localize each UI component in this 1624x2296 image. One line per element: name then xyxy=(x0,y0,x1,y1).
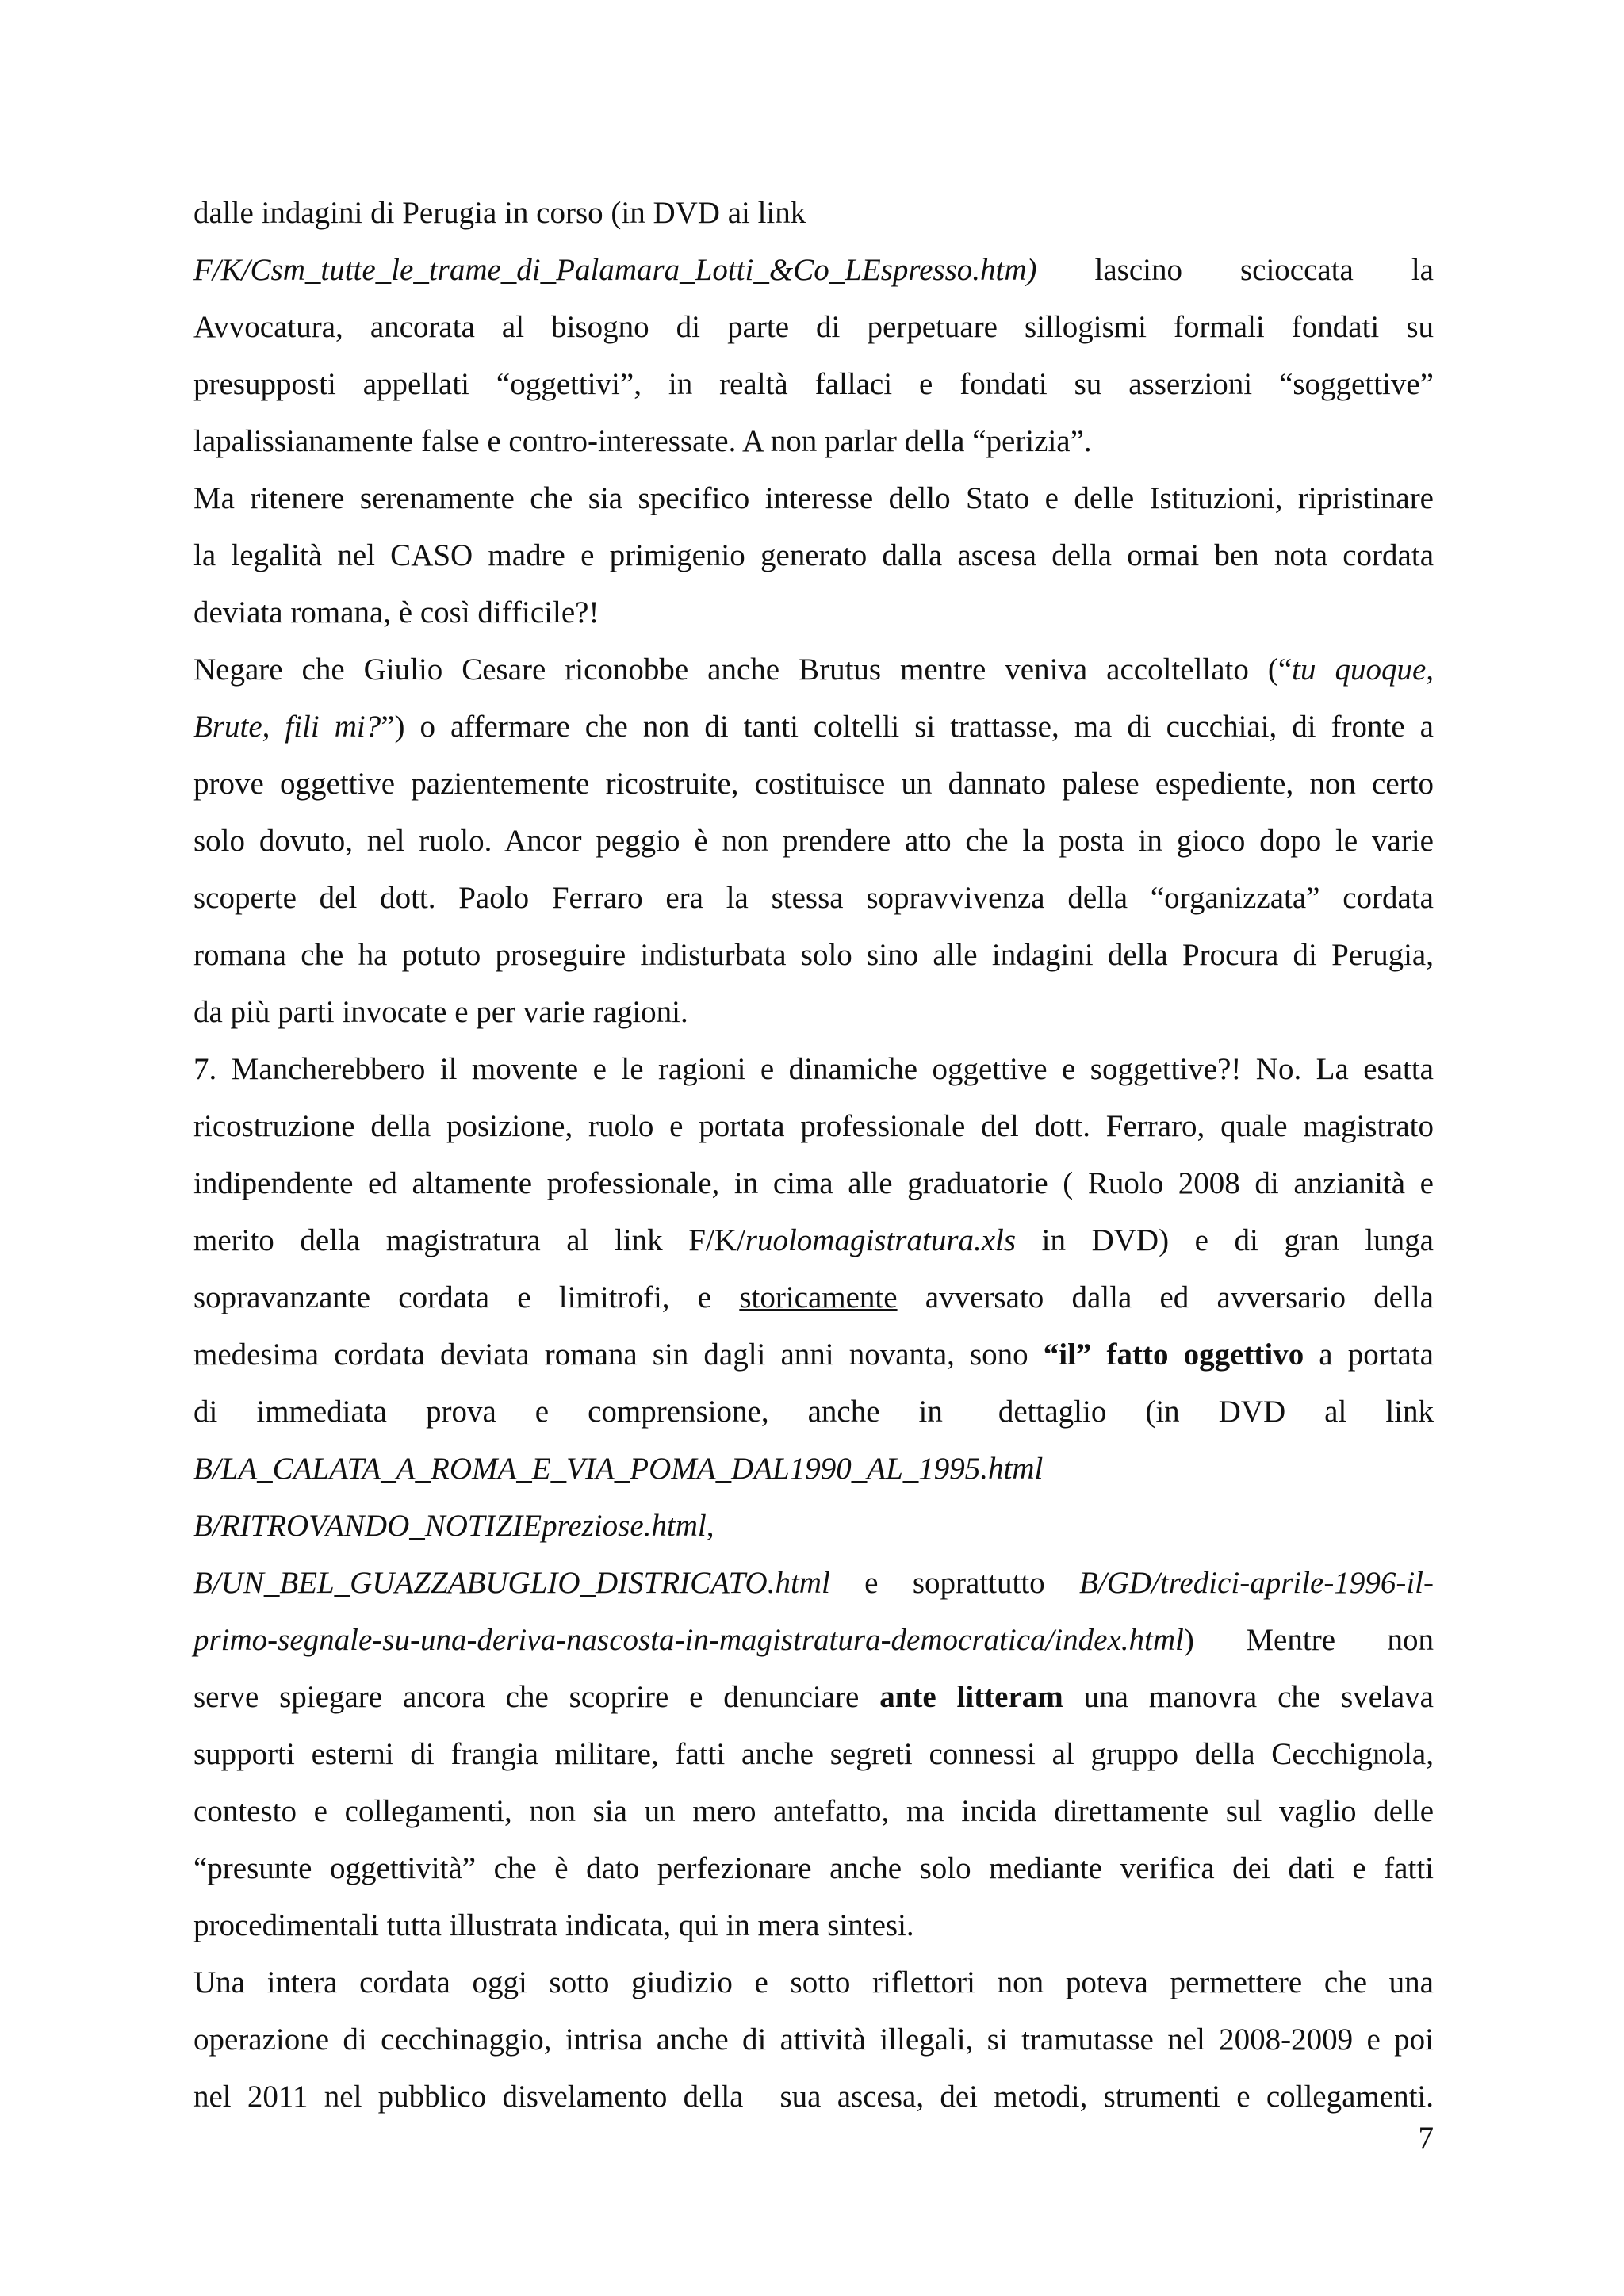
text-line: deviata romana, è così difficile?! xyxy=(193,595,599,629)
text-line: indipendente ed altamente professionale, in cima alle graduatorie ( Ruolo 2008 di anzianità e xyxy=(193,1166,1434,1200)
link-path: F/K/Csm_tutte_le_trame_di_Palamara_Lotti_&Co_LEspresso.htm) xyxy=(193,253,1037,287)
text-line: nel 2011 nel pubblico disvelamento della sua ascesa, dei metodi, strumenti e collegamenti. xyxy=(193,2080,1434,2114)
text-line: romana che ha potuto proseguire indisturbata solo sino alle indagini della Procura di Perugia, xyxy=(193,938,1434,972)
link-path: B/UN_BEL_GUAZZABUGLIO_DISTRICATO.html xyxy=(193,1566,830,1600)
text-line: solo dovuto, nel ruolo. Ancor peggio è non prendere atto che la posta in gioco dopo le varie xyxy=(193,824,1434,858)
bold-phrase: ante litteram xyxy=(879,1680,1063,1714)
text-line: Brute, fili mi?”) o affermare che non di tanti coltelli si trattasse, ma di cucchiai, di fronte a xyxy=(193,710,1434,744)
text-line: dalle indagini di Perugia in corso (in DVD ai link xyxy=(193,196,806,230)
text-line: presupposti appellati “oggettivi”, in realtà fallaci e fondati su asserzioni “soggettive” xyxy=(193,367,1434,401)
text-line: B/UN_BEL_GUAZZABUGLIO_DISTRICATO.html e soprattutto B/GD/tredici-aprile-1996-il- xyxy=(193,1566,1434,1600)
text-line: Negare che Giulio Cesare riconobbe anche Brutus mentre veniva accoltellato (“tu quoque, xyxy=(193,652,1434,687)
link-path: B/GD/tredici-aprile-1996-il- xyxy=(1079,1566,1434,1600)
text-line: contesto e collegamenti, non sia un mero antefatto, ma incida direttamente sul vaglio delle xyxy=(193,1794,1434,1828)
text-line: Avvocatura, ancorata al bisogno di parte di perpetuare sillogismi formali fondati su xyxy=(193,310,1434,344)
text-line: B/RITROVANDO_NOTIZIEpreziose.html, xyxy=(193,1509,714,1543)
text-line: da più parti invocate e per varie ragioni. xyxy=(193,995,688,1029)
text-line: la legalità nel CASO madre e primigenio generato dalla ascesa della ormai ben nota cordata xyxy=(193,538,1434,572)
text-line: Una intera cordata oggi sotto giudizio e sotto riflettori non poteva permettere che una xyxy=(193,1965,1434,1999)
text-line xyxy=(193,1450,1434,1490)
text-line: scoperte del dott. Paolo Ferraro era la stessa sopravvivenza della “organizzata” cordata xyxy=(193,881,1434,915)
text-line: supporti esterni di frangia militare, fatti anche segreti connessi al gruppo della Cecchignola, xyxy=(193,1737,1434,1771)
text-line: 7. Mancherebbero il movente e le ragioni e dinamiche oggettive e soggettive?! No. La esatta xyxy=(193,1052,1434,1086)
text-line: F/K/Csm_tutte_le_trame_di_Palamara_Lotti_&Co_LEspresso.htm) lascino scioccata la xyxy=(193,253,1434,287)
text-line: medesima cordata deviata romana sin dagli anni novanta, sono “il” fatto oggettivo a portata xyxy=(193,1337,1434,1372)
text-line: lapalissianamente false e contro-interessate. A non parlar della “perizia”. xyxy=(193,424,1092,458)
link-path: ruolomagistratura.xls xyxy=(745,1223,1017,1257)
text-line: ricostruzione della posizione, ruolo e portata professionale del dott. Ferraro, quale magistrato xyxy=(193,1109,1434,1143)
link-path: B/LA_CALATA_A_ROMA_E_VIA_POMA_DAL1990_AL_1995.html xyxy=(193,1452,1044,1486)
text-line: serve spiegare ancora che scoprire e denunciare ante litteram una manovra che svelava xyxy=(193,1680,1434,1714)
underlined-word: storicamente xyxy=(739,1280,898,1314)
page-number: 7 xyxy=(1418,2121,1434,2155)
text-line: Ma ritenere serenamente che sia specifico interesse dello Stato e delle Istituzioni, ripristinare xyxy=(193,481,1434,515)
text-line: merito della magistratura al link F/K/ruolomagistratura.xls in DVD) e di gran lunga xyxy=(193,1223,1434,1257)
text-line: “presunte oggettività” che è dato perfezionare anche solo mediante verifica dei dati e fatti xyxy=(193,1851,1434,1885)
text-line: di immediata prova e comprensione, anche in dettaglio (in DVD al link xyxy=(193,1395,1434,1429)
bold-phrase: “il” fatto oggettivo xyxy=(1043,1337,1304,1372)
text-line: prove oggettive pazientemente ricostruite, costituisce un dannato palese espediente, non certo xyxy=(193,767,1434,801)
text-line: sopravanzante cordata e limitrofi, e storicamente avversato dalla ed avversario della xyxy=(193,1280,1434,1314)
text-line: procedimentali tutta illustrata indicata, qui in mera sintesi. xyxy=(193,1908,914,1942)
text-line: operazione di cecchinaggio, intrisa anche di attività illegali, si tramutasse nel 2008-2009 e poi xyxy=(193,2022,1434,2057)
link-path: B/RITROVANDO_NOTIZIEpreziose.html xyxy=(193,1509,707,1543)
text-line: primo-segnale-su-una-deriva-nascosta-in-magistratura-democratica/index.html) Mentre non xyxy=(193,1623,1434,1657)
link-path: primo-segnale-su-una-deriva-nascosta-in-magistratura-democratica/index.html xyxy=(193,1623,1184,1657)
